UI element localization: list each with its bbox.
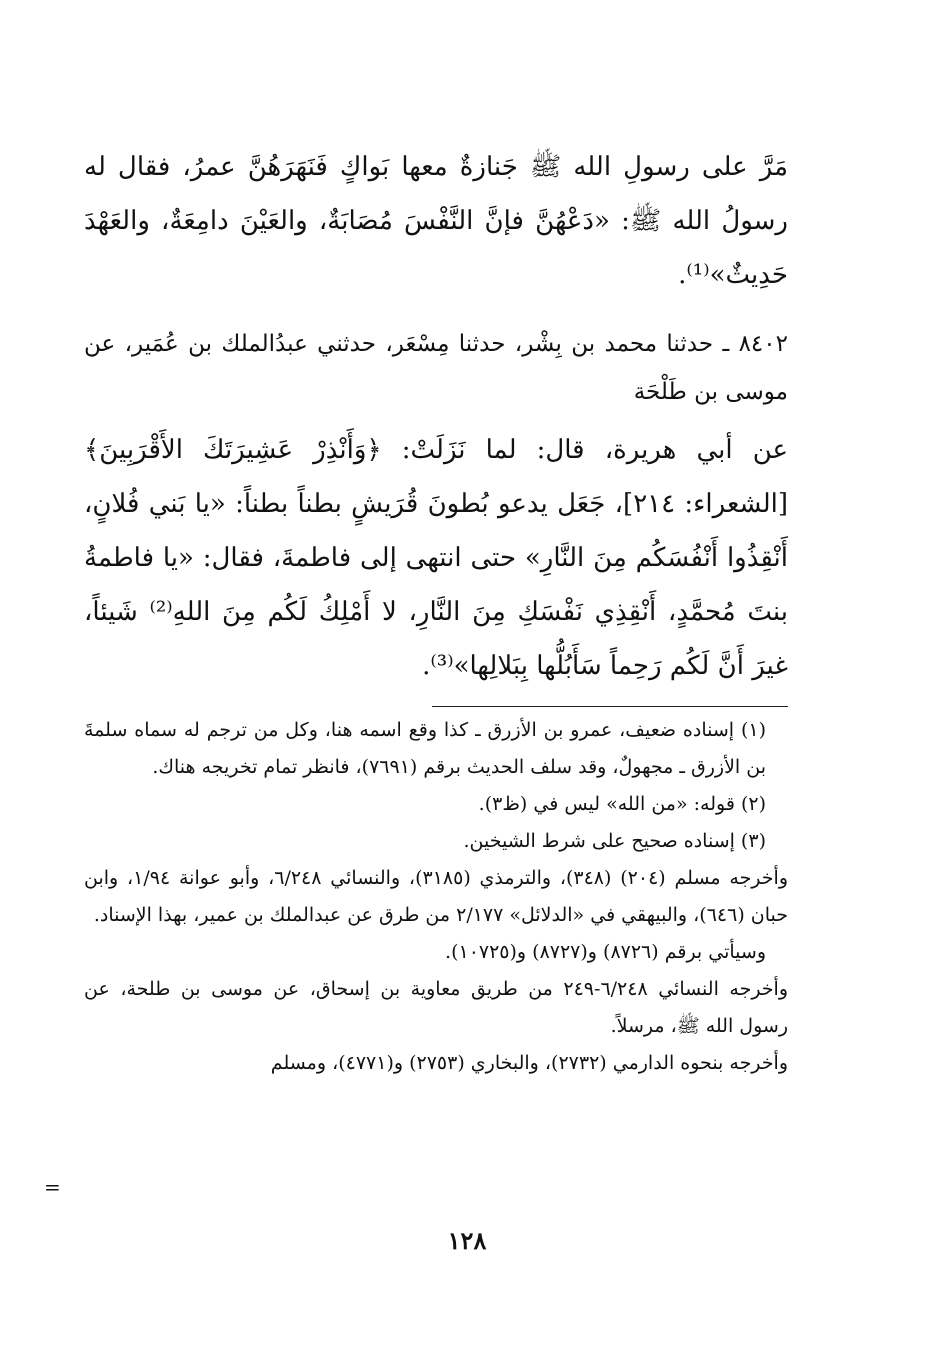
- isnad-text: ٨٤٠٢ ـ حدثنا محمد بن بِشْر، حدثنا مِسْعَر، حدثني عبدُالملك بن عُمَير، عن موسى بن طَلْحَة: [84, 331, 788, 405]
- footnote-3-sources: وأخرجه مسلم (٢٠٤) (٣٤٨)، والترمذي (٣١٨٥)، والنسائي ٦/٢٤٨، وأبو عوانة ١/٩٤، وابن حبان (٦٤٦)، والبيهقي في «الدلائل» ٢/١٧٧ من طرق عن عبدالملك بن عمير، بهذا الإسناد.: [84, 867, 788, 926]
- footnote-3-mursal: وأخرجه النسائي ٦/٢٤٨-٢٤٩ من طريق معاوية بن إسحاق، عن موسى بن طلحة، عن رسول الله ﷺ، مرسلاً.: [84, 978, 788, 1037]
- isnad-paragraph: [84, 320, 788, 416]
- matn-paragraph: [84, 423, 788, 693]
- continuation-mark: =: [44, 1175, 61, 1199]
- matn-text: عن أبي هريرة، قال: لما نَزَلَتْ: ﴿وَأَنْذِرْ عَشِيرَتَكَ الأَقْرَبِينَ﴾ [الشعراء: ٢١٤]، جَعَل يدعو بُطونَ قُرَيشٍ بطناً بطناً: «يا بَني فُلانٍ، أَنْقِذُوا أَنْفُسَكُم مِنَ النَّارِ» حتى انتهى إلى فاطمةَ، فقال: «يا فاطمةُ بنتَ مُحمَّدٍ، أَنْقِذِي نَفْسَكِ مِنَ النَّارِ، لا أَمْلِكُ لَكُم مِنَ اللهِ⁽²⁾ شَيئاً، غيرَ أَنَّ لَكُم رَحِماً سَأَبُلُّها بِبَلالِها»⁽³⁾.: [84, 435, 788, 681]
- footnotes: [84, 712, 788, 1082]
- page-number: ١٢٨: [447, 1226, 487, 1255]
- footnote-2: (٢) قوله: «من الله» ليس في (ظ٣).: [478, 793, 766, 815]
- footnote-1: (١) إسناده ضعيف، عمرو بن الأزرق ـ كذا وقع اسمه هنا، وكل من ترجم له سماه سلمةَ بن الأزرق ـ مجهولٌ، وقد سلف الحديث برقم (٧٦٩١)، فانظر تمام تخريجه هناك.: [84, 719, 766, 778]
- footnote-3-continued: وأخرجه بنحوه الدارمي (٢٧٣٢)، والبخاري (٢٧٥٣) و(٤٧٧١)، ومسلم: [270, 1052, 788, 1074]
- footnote-3: (٣) إسناده صحيح على شرط الشيخين.: [463, 830, 766, 852]
- footnote-divider: [432, 706, 788, 707]
- hadith-continuation: [84, 140, 788, 302]
- footnote-3-cross-ref: وسيأتي برقم (٨٧٢٦) و(٨٧٢٧) و(١٠٧٢٥).: [445, 941, 766, 963]
- hadith-continuation-text: مَرَّ على رسولِ الله ﷺ جَنازةٌ معها بَواكٍ فَنَهَرَهُنَّ عمرُ، فقال له رسولُ الله ﷺ: «دَعْهُنَّ فإنَّ النَّفْسَ مُصَابَةٌ، والعَيْنَ دامِعَةٌ، والعَهْدَ حَدِيثٌ»⁽¹⁾.: [84, 152, 788, 290]
